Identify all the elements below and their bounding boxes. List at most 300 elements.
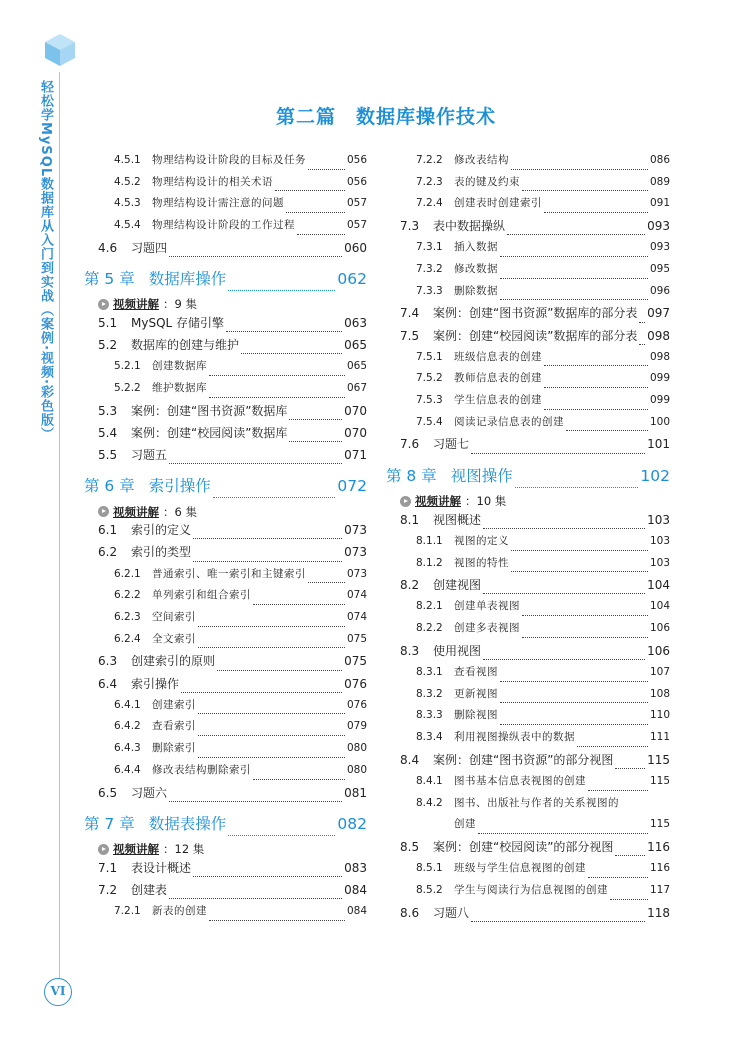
toc-leader-dots	[522, 637, 648, 638]
toc-entry-title: 索引的类型	[131, 545, 192, 560]
toc-leader-dots	[198, 647, 345, 648]
toc-entry-page: 118	[647, 905, 670, 920]
toc-left-column	[84, 152, 367, 925]
toc-entry[interactable]	[84, 446, 367, 468]
toc-leader-dots	[588, 877, 648, 878]
toc-entry-number: 6.4.3	[114, 742, 141, 755]
chapter-heading[interactable]	[386, 464, 670, 492]
video-play-icon	[98, 299, 109, 310]
toc-entry-number: 8.3.1	[416, 665, 443, 678]
toc-entry[interactable]	[84, 609, 367, 631]
toc-leader-dots	[471, 921, 645, 922]
toc-entry[interactable]	[386, 533, 670, 555]
video-lecture-count: ：6 集	[163, 504, 197, 519]
toc-entry[interactable]	[386, 882, 670, 904]
toc-entry-page: 089	[649, 175, 670, 188]
toc-entry-page: 074	[346, 611, 367, 623]
video-lecture-label[interactable]: 视频讲解	[113, 842, 159, 857]
toc-entry-number: 5.1	[98, 315, 118, 330]
toc-entry-number: 6.3	[98, 654, 118, 669]
toc-leader-dots	[639, 322, 645, 323]
toc-entry-page: 115	[649, 818, 670, 831]
toc-entry-title: 班级与学生信息视图的创建	[454, 862, 586, 875]
toc-entry[interactable]	[386, 217, 670, 239]
toc-entry-title: 视图概述	[433, 512, 482, 527]
toc-leader-dots	[511, 550, 648, 551]
toc-leader-dots	[241, 353, 342, 354]
video-lecture-label[interactable]: 视频讲解	[113, 297, 159, 312]
chapter-heading[interactable]	[84, 474, 367, 502]
toc-entry[interactable]	[84, 336, 367, 358]
toc-entry-number: 6.2.3	[114, 611, 141, 623]
chapter-heading[interactable]	[84, 812, 367, 840]
toc-entry-title: 图书基本信息表视图的创建	[454, 774, 586, 787]
toc-entry-title: 创建单表视图	[454, 600, 520, 613]
toc-leader-dots	[217, 670, 342, 671]
toc-entry-number: 第 7 章	[84, 814, 135, 833]
toc-leader-dots	[500, 299, 648, 300]
toc-entry-number: 7.3	[400, 219, 420, 234]
video-lecture-line	[386, 492, 670, 511]
chapter-heading[interactable]	[84, 267, 367, 295]
toc-leader-dots	[181, 692, 342, 693]
toc-entry-title: 数据表操作	[148, 814, 227, 833]
toc-entry-number: 7.2.3	[416, 175, 443, 188]
toc-leader-dots	[193, 538, 342, 539]
toc-entry-title: 索引操作	[148, 477, 211, 496]
toc-leader-dots	[213, 497, 336, 498]
toc-entry-page: 057	[346, 197, 367, 210]
toc-entry[interactable]	[84, 239, 367, 261]
toc-entry-title: 学生信息表的创建	[454, 394, 542, 407]
toc-leader-dots	[615, 855, 645, 856]
toc-entry-title: 创建表时创建索引	[454, 197, 542, 210]
toc-entry-title: 图书、出版社与作者的关系视图的	[454, 796, 619, 809]
toc-entry-number: 8.6	[400, 905, 420, 920]
sidebar-book-title: 轻松学MySQL数据库从入门到实战（案例·视频·彩色版）	[38, 80, 53, 441]
toc-entry-title: 表设计概述	[131, 860, 192, 875]
video-lecture-count: ：12 集	[163, 842, 205, 857]
toc-entry-number: 8.4.2	[416, 796, 443, 809]
toc-entry-number: 7.2.2	[416, 154, 443, 166]
toc-entry-title: 索引的定义	[131, 523, 192, 538]
toc-entry-number: 5.2.1	[114, 360, 141, 373]
toc-entry-number: 6.2.2	[114, 589, 141, 602]
toc-entry-page: 093	[647, 219, 670, 234]
toc-entry-number: 7.6	[400, 437, 420, 452]
toc-entry[interactable]	[386, 349, 670, 371]
toc-entry-page: 111	[649, 731, 670, 743]
toc-entry-page: 103	[649, 556, 670, 569]
toc-entry-number: 6.2.4	[114, 632, 141, 645]
toc-right-column	[386, 152, 670, 926]
toc-entry[interactable]	[386, 195, 670, 217]
toc-leader-dots	[209, 397, 345, 398]
toc-entry-title: 全文索引	[152, 632, 196, 645]
toc-leader-dots	[193, 561, 342, 562]
toc-entry[interactable]	[84, 174, 367, 196]
toc-entry-title: 插入数据	[454, 241, 498, 254]
toc-entry[interactable]	[84, 859, 367, 881]
toc-entry-title: 表的键及约束	[454, 175, 520, 188]
toc-entry-number: 4.5.1	[114, 154, 141, 166]
toc-entry-title: 班级信息表的创建	[454, 350, 542, 363]
toc-entry-page: 095	[649, 262, 670, 275]
video-lecture-line	[84, 840, 367, 859]
toc-leader-dots	[639, 344, 645, 345]
toc-entry-number: 6.2	[98, 545, 118, 560]
toc-entry-title: 创建多表视图	[454, 622, 520, 635]
sidebar-divider	[59, 72, 60, 980]
toc-entry-page: 057	[346, 219, 367, 232]
toc-entry-number: 5.2	[98, 338, 118, 353]
toc-entry-number: 4.5.4	[114, 219, 141, 232]
toc-entry[interactable]	[84, 631, 367, 653]
toc-entry-page: 062	[337, 269, 367, 288]
toc-leader-dots	[289, 419, 342, 420]
toc-entry[interactable]	[386, 773, 670, 795]
toc-entry-page: 073	[344, 545, 367, 560]
toc-entry-number: 第 6 章	[84, 477, 135, 496]
toc-entry[interactable]	[386, 751, 670, 773]
toc-entry-page: 097	[647, 306, 670, 321]
toc-entry-number: 7.3.2	[416, 262, 443, 275]
toc-entry[interactable]	[386, 598, 670, 620]
toc-entry-number: 8.1.2	[416, 556, 443, 569]
toc-entry-number: 4.5.2	[114, 175, 141, 188]
video-lecture-count: ：9 集	[163, 297, 197, 312]
toc-entry-title: 案例：创建“校园阅读”数据库的部分表	[433, 328, 638, 343]
toc-entry-number: 8.4	[400, 752, 420, 767]
toc-entry-title: 案例：创建“校园阅读”数据库	[131, 425, 288, 440]
toc-entry-title: 阅读记录信息表的创建	[454, 415, 564, 428]
toc-leader-dots	[500, 278, 648, 279]
toc-entry-number: 8.4.1	[416, 774, 443, 787]
toc-entry[interactable]	[386, 414, 670, 436]
toc-entry-number: 6.4.2	[114, 720, 141, 733]
toc-leader-dots	[544, 365, 648, 366]
toc-entry-page: 063	[344, 315, 367, 330]
toc-entry-page: 116	[647, 839, 670, 854]
toc-entry-number: 7.3.3	[416, 284, 443, 297]
toc-entry[interactable]	[84, 566, 367, 588]
toc-entry-page: 070	[344, 425, 367, 440]
toc-leader-dots	[169, 256, 342, 257]
toc-leader-dots	[615, 768, 645, 769]
toc-leader-dots	[297, 234, 345, 235]
toc-entry-number: 5.2.2	[114, 382, 141, 394]
toc-leader-dots	[169, 463, 342, 464]
toc-entry-title: 物理结构设计的相关术语	[152, 175, 273, 188]
toc-leader-dots	[500, 724, 648, 725]
toc-entry-title: 案例：创建“图书资源”数据库	[131, 403, 288, 418]
toc-leader-dots	[193, 876, 342, 877]
toc-entry[interactable]	[386, 838, 670, 860]
toc-entry-title: 删除数据	[454, 284, 498, 297]
toc-entry-page: 116	[649, 862, 670, 875]
toc-entry[interactable]	[84, 587, 367, 609]
toc-entry[interactable]	[84, 195, 367, 217]
toc-entry-title: 学生与阅读行为信息视图的创建	[454, 883, 608, 896]
part-title: 第二篇 数据库操作技术	[275, 106, 496, 128]
toc-entry-number: 7.2.4	[416, 197, 443, 210]
toc-leader-dots	[544, 387, 648, 388]
toc-entry-title: 创建视图	[433, 578, 482, 593]
toc-entry-title: 数据库的创建与维护	[131, 338, 240, 353]
toc-entry[interactable]	[386, 664, 670, 686]
toc-entry-title-cont: 创建	[454, 818, 476, 831]
toc-leader-dots	[471, 453, 645, 454]
toc-entry-title: 创建索引	[152, 698, 196, 711]
toc-entry-title: 物理结构设计阶段的目标及任务	[152, 154, 306, 166]
toc-entry[interactable]	[84, 697, 367, 719]
toc-entry-number: 8.3.4	[416, 731, 443, 743]
toc-entry-page: 103	[647, 512, 670, 527]
toc-entry-number: 4.6	[98, 240, 118, 255]
toc-entry-page: 076	[344, 676, 367, 691]
toc-entry-page: 108	[649, 687, 670, 700]
toc-leader-dots	[169, 801, 342, 802]
toc-entry-page: 098	[647, 328, 670, 343]
toc-entry-page: 056	[346, 154, 367, 166]
toc-entry-title: 索引操作	[131, 676, 180, 691]
toc-entry[interactable]	[386, 304, 670, 326]
toc-entry-number: 7.2.1	[114, 905, 141, 918]
toc-entry[interactable]	[84, 543, 367, 565]
toc-entry[interactable]	[386, 327, 670, 349]
toc-leader-dots	[308, 582, 345, 583]
toc-entry[interactable]	[386, 686, 670, 708]
toc-entry[interactable]	[84, 675, 367, 697]
video-lecture-label[interactable]: 视频讲解	[415, 494, 461, 509]
toc-entry-page: 084	[346, 905, 367, 918]
toc-entry-number: 8.5.2	[416, 883, 443, 896]
toc-entry-page: 091	[649, 197, 670, 210]
toc-entry[interactable]	[386, 795, 670, 838]
toc-entry-title: 普通索引、唯一索引和主键索引	[152, 567, 306, 580]
toc-entry-number: 5.5	[98, 448, 118, 463]
toc-leader-dots	[483, 593, 645, 594]
toc-entry[interactable]	[84, 358, 367, 380]
toc-entry-title: 修改数据	[454, 262, 498, 275]
toc-entry-number: 第 8 章	[386, 466, 437, 485]
toc-leader-dots	[577, 746, 648, 747]
toc-entry-number: 7.4	[400, 306, 420, 321]
toc-entry-number: 8.5.1	[416, 862, 443, 875]
toc-entry-page: 093	[649, 241, 670, 254]
toc-entry[interactable]	[386, 642, 670, 664]
toc-leader-dots	[228, 835, 335, 836]
toc-leader-dots	[228, 290, 335, 291]
toc-entry[interactable]	[84, 881, 367, 903]
toc-leader-dots	[289, 441, 342, 442]
toc-leader-dots	[500, 702, 648, 703]
toc-entry-number: 6.4.4	[114, 763, 141, 776]
toc-entry-title: 查看索引	[152, 720, 196, 733]
toc-entry-title: 更新视图	[454, 687, 498, 700]
toc-entry[interactable]	[386, 435, 670, 457]
toc-entry[interactable]	[386, 620, 670, 642]
toc-entry-title: 习题七	[433, 437, 470, 452]
toc-entry[interactable]	[386, 729, 670, 751]
toc-entry[interactable]	[386, 174, 670, 196]
toc-entry-number: 6.2.1	[114, 567, 141, 580]
toc-leader-dots	[566, 430, 648, 431]
toc-entry[interactable]	[386, 261, 670, 283]
toc-entry-title: 创建数据库	[152, 360, 207, 373]
toc-entry[interactable]	[84, 652, 367, 674]
toc-leader-dots	[522, 615, 648, 616]
toc-entry-number: 8.2	[400, 578, 420, 593]
toc-leader-dots	[478, 833, 648, 834]
toc-entry-line2	[386, 816, 670, 838]
toc-entry-page: 115	[649, 774, 670, 787]
toc-entry-page: 106	[647, 643, 670, 658]
toc-entry-page: 079	[346, 720, 367, 733]
toc-entry[interactable]	[386, 707, 670, 729]
toc-entry-number: 7.5.4	[416, 415, 443, 428]
toc-entry-page: 075	[344, 654, 367, 669]
toc-entry-title: 数据库操作	[148, 269, 227, 288]
toc-entry-title: 物理结构设计阶段的工作过程	[152, 219, 295, 232]
toc-entry[interactable]	[84, 314, 367, 336]
toc-entry-title: 习题六	[131, 785, 168, 800]
toc-entry-number: 8.5	[400, 839, 420, 854]
toc-entry-page: 056	[346, 175, 367, 188]
toc-entry[interactable]	[84, 784, 367, 806]
toc-entry[interactable]	[386, 555, 670, 577]
toc-leader-dots	[209, 920, 345, 921]
toc-entry-page: 080	[346, 742, 367, 755]
toc-entry-number: 8.1	[400, 512, 420, 527]
toc-entry[interactable]	[386, 152, 670, 174]
toc-entry-title: 教师信息表的创建	[454, 372, 542, 385]
toc-leader-dots	[286, 212, 345, 213]
toc-leader-dots	[253, 779, 345, 780]
toc-entry-title: 视图操作	[450, 466, 513, 485]
video-play-icon	[98, 844, 109, 855]
toc-entry-number: 5.4	[98, 425, 118, 440]
toc-entry[interactable]	[386, 860, 670, 882]
toc-entry-title: 单列索引和组合索引	[152, 589, 251, 602]
toc-entry-title: 案例：创建“图书资源”的部分视图	[433, 752, 614, 767]
toc-entry-line1	[386, 795, 670, 817]
toc-entry-title: 案例：创建“校园阅读”的部分视图	[433, 839, 614, 854]
toc-entry[interactable]	[84, 402, 367, 424]
toc-entry[interactable]	[84, 152, 367, 174]
toc-entry[interactable]	[386, 904, 670, 926]
toc-entry-number: 6.4.1	[114, 698, 141, 711]
toc-entry-page: 065	[346, 360, 367, 373]
toc-entry[interactable]	[386, 370, 670, 392]
toc-entry-title: 习题四	[131, 240, 168, 255]
toc-entry-number: 8.1.1	[416, 534, 443, 547]
toc-leader-dots	[544, 409, 648, 410]
toc-entry-title: 习题五	[131, 448, 168, 463]
toc-entry[interactable]	[386, 239, 670, 261]
toc-entry-page: 073	[346, 567, 367, 580]
toc-entry-page: 115	[647, 752, 670, 767]
toc-entry-title: 删除索引	[152, 742, 196, 755]
toc-entry-page: 084	[344, 882, 367, 897]
toc-leader-dots	[522, 190, 648, 191]
toc-entry-number: 4.5.3	[114, 197, 141, 210]
toc-entry[interactable]	[84, 762, 367, 784]
toc-entry-title: 习题八	[433, 905, 470, 920]
toc-leader-dots	[500, 256, 648, 257]
toc-entry-page: 081	[344, 785, 367, 800]
toc-entry-page: 076	[346, 698, 367, 711]
toc-entry-number: 6.5	[98, 785, 118, 800]
toc-entry-number: 6.1	[98, 523, 118, 538]
toc-entry-page: 098	[649, 350, 670, 363]
toc-entry-title: 新表的创建	[152, 905, 207, 918]
cube-logo-icon	[42, 32, 78, 68]
toc-entry-title: 删除视图	[454, 709, 498, 722]
toc-leader-dots	[198, 735, 345, 736]
toc-leader-dots	[198, 626, 345, 627]
toc-leader-dots	[308, 169, 345, 170]
toc-entry[interactable]	[386, 576, 670, 598]
toc-entry-title: 物理结构设计需注意的问题	[152, 197, 284, 210]
toc-entry-title: 创建索引的原则	[131, 654, 216, 669]
toc-entry-page: 110	[649, 709, 670, 722]
toc-entry[interactable]	[84, 217, 367, 239]
toc-entry-page: 070	[344, 403, 367, 418]
toc-entry-page: 082	[337, 814, 367, 833]
toc-entry-number: 8.2.1	[416, 600, 443, 613]
toc-entry-page: 101	[647, 437, 670, 452]
toc-entry-title: 修改表结构	[454, 154, 509, 166]
toc-entry[interactable]	[386, 392, 670, 414]
toc-entry[interactable]	[84, 380, 367, 402]
toc-entry-title: 创建表	[131, 882, 168, 897]
toc-entry-page: 074	[346, 589, 367, 602]
toc-entry[interactable]	[84, 740, 367, 762]
toc-leader-dots	[275, 190, 345, 191]
toc-entry-number: 7.1	[98, 860, 118, 875]
video-lecture-line	[84, 502, 367, 521]
toc-entry-page: 067	[346, 382, 367, 394]
toc-leader-dots	[483, 659, 645, 660]
toc-entry[interactable]	[386, 283, 670, 305]
video-play-icon	[400, 496, 411, 507]
toc-entry-number: 7.5.2	[416, 372, 443, 385]
toc-entry-number: 7.5.1	[416, 350, 443, 363]
toc-entry-title: 案例：创建“图书资源”数据库的部分表	[433, 306, 638, 321]
toc-entry[interactable]	[84, 424, 367, 446]
toc-entry-page: 117	[649, 883, 670, 896]
toc-entry[interactable]	[84, 903, 367, 925]
video-lecture-label[interactable]: 视频讲解	[113, 504, 159, 519]
toc-leader-dots	[588, 790, 648, 791]
toc-entry-page: 103	[649, 534, 670, 547]
toc-leader-dots	[511, 169, 648, 170]
toc-entry-title: 利用视图操纵表中的数据	[454, 731, 575, 743]
toc-leader-dots	[544, 212, 648, 213]
toc-entry-page: 071	[344, 448, 367, 463]
toc-entry-page: 100	[649, 415, 670, 428]
toc-entry[interactable]	[84, 718, 367, 740]
toc-entry-page: 106	[649, 622, 670, 635]
toc-entry-page: 104	[647, 578, 670, 593]
toc-entry[interactable]	[84, 521, 367, 543]
toc-entry[interactable]	[386, 511, 670, 533]
toc-entry-number: 8.3	[400, 643, 420, 658]
toc-entry-title: 查看视图	[454, 665, 498, 678]
video-lecture-count: ：10 集	[465, 494, 507, 509]
toc-entry-page: 102	[640, 466, 670, 485]
